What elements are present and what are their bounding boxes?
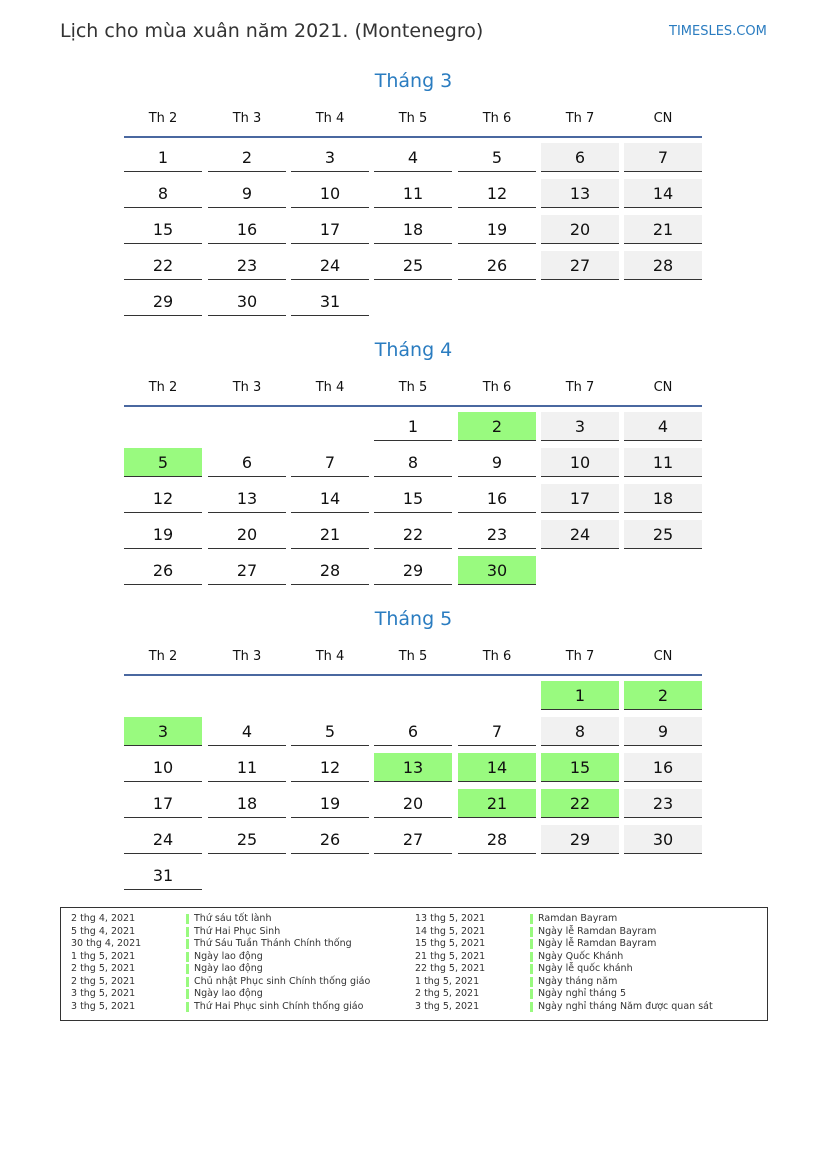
legend-holiday-name: Ngày lễ quốc khánh [538, 963, 633, 974]
day-cell[interactable]: 4 [208, 717, 286, 746]
legend-date: 2 thg 5, 2021 [71, 963, 136, 974]
weekday-header: Th 5 [398, 380, 428, 395]
day-cell[interactable]: 5 [124, 448, 202, 477]
legend-date: 3 thg 5, 2021 [71, 1000, 136, 1012]
day-cell[interactable]: 23 [208, 251, 286, 280]
legend-date: 2 thg 5, 2021 [71, 975, 136, 987]
day-cell[interactable]: 31 [124, 861, 202, 890]
weekday-header: Th 6 [482, 649, 512, 664]
weekday-header: Th 4 [315, 111, 345, 126]
day-cell[interactable]: 14 [624, 179, 702, 208]
weekday-header: CN [653, 380, 673, 395]
day-cell[interactable]: 1 [541, 681, 619, 710]
day-cell[interactable]: 26 [291, 825, 369, 854]
day-cell[interactable]: 24 [541, 520, 619, 549]
legend-marker [186, 964, 189, 974]
day-cell[interactable]: 6 [541, 143, 619, 172]
day-cell[interactable]: 17 [124, 789, 202, 818]
weekday-header: Th 3 [232, 649, 262, 664]
day-cell[interactable]: 1 [124, 143, 202, 172]
legend-marker [530, 977, 533, 987]
day-cell[interactable]: 13 [541, 179, 619, 208]
weekday-header: Th 2 [148, 111, 178, 126]
weekday-header: Th 2 [148, 380, 178, 395]
legend-date: 15 thg 5, 2021 [415, 938, 486, 949]
page-title: Lịch cho mùa xuân năm 2021. (Montenegro) [60, 20, 484, 42]
legend-holiday-name: Thứ Hai Phục sinh Chính thống giáo [194, 1000, 364, 1012]
day-cell[interactable]: 4 [374, 143, 452, 172]
header-rule [124, 674, 702, 676]
legend-marker [186, 952, 189, 962]
legend-date: 14 thg 5, 2021 [415, 925, 486, 937]
legend-holiday-name: Ngày tháng năm [538, 975, 618, 987]
day-cell[interactable]: 17 [541, 484, 619, 513]
legend-holiday-name: Thứ Hai Phục Sinh [194, 925, 281, 937]
legend-marker [186, 989, 189, 999]
day-cell[interactable]: 2 [624, 681, 702, 710]
day-cell[interactable]: 25 [624, 520, 702, 549]
legend-holiday-name: Chủ nhật Phục sinh Chính thống giáo [194, 975, 371, 987]
day-cell[interactable]: 14 [458, 753, 536, 782]
legend-holiday-name: Ngày nghỉ tháng Năm được quan sát [538, 1000, 713, 1012]
day-cell[interactable]: 3 [124, 717, 202, 746]
weekday-header: Th 5 [398, 649, 428, 664]
day-cell[interactable]: 9 [458, 448, 536, 477]
day-cell[interactable]: 19 [291, 789, 369, 818]
weekday-header: CN [653, 111, 673, 126]
weekday-header: Th 4 [315, 380, 345, 395]
day-cell[interactable]: 1 [374, 412, 452, 441]
day-cell[interactable]: 3 [291, 143, 369, 172]
day-cell[interactable]: 25 [374, 251, 452, 280]
day-cell[interactable]: 31 [291, 287, 369, 316]
day-cell[interactable]: 7 [624, 143, 702, 172]
day-cell[interactable]: 29 [374, 556, 452, 585]
day-cell[interactable]: 20 [374, 789, 452, 818]
day-cell[interactable]: 18 [624, 484, 702, 513]
day-cell[interactable]: 13 [208, 484, 286, 513]
day-cell[interactable]: 10 [124, 753, 202, 782]
day-cell[interactable]: 22 [541, 789, 619, 818]
day-cell[interactable]: 12 [458, 179, 536, 208]
legend-marker [530, 964, 533, 974]
legend-date: 1 thg 5, 2021 [71, 950, 136, 962]
weekday-header: Th 7 [565, 111, 595, 126]
legend-date: 3 thg 5, 2021 [415, 1000, 480, 1012]
day-cell[interactable]: 12 [291, 753, 369, 782]
day-cell[interactable]: 21 [291, 520, 369, 549]
day-cell[interactable]: 28 [624, 251, 702, 280]
day-cell[interactable]: 15 [541, 753, 619, 782]
legend-date: 1 thg 5, 2021 [415, 975, 480, 987]
legend-date: 22 thg 5, 2021 [415, 963, 486, 974]
header-rule [124, 136, 702, 138]
day-cell[interactable]: 16 [458, 484, 536, 513]
legend-date: 21 thg 5, 2021 [415, 950, 486, 962]
day-cell[interactable]: 11 [208, 753, 286, 782]
legend-date: 30 thg 4, 2021 [71, 938, 142, 949]
day-cell[interactable]: 16 [208, 215, 286, 244]
legend-holiday-name: Ngày lễ Ramdan Bayram [538, 938, 657, 949]
day-cell[interactable]: 19 [124, 520, 202, 549]
day-cell[interactable]: 24 [124, 825, 202, 854]
legend-date: 5 thg 4, 2021 [71, 925, 136, 937]
day-cell[interactable]: 7 [458, 717, 536, 746]
weekday-header: Th 7 [565, 380, 595, 395]
day-cell[interactable]: 27 [374, 825, 452, 854]
day-cell[interactable]: 10 [291, 179, 369, 208]
legend-marker [186, 914, 189, 924]
legend-marker [186, 977, 189, 987]
day-cell[interactable]: 11 [374, 179, 452, 208]
day-cell[interactable]: 26 [124, 556, 202, 585]
day-cell[interactable]: 16 [624, 753, 702, 782]
legend-marker [530, 952, 533, 962]
day-cell[interactable]: 29 [124, 287, 202, 316]
day-cell[interactable]: 8 [541, 717, 619, 746]
legend-holiday-name: Thứ sáu tốt lành [194, 913, 272, 924]
weekday-header: Th 4 [315, 649, 345, 664]
day-cell[interactable]: 22 [124, 251, 202, 280]
day-cell[interactable]: 2 [458, 412, 536, 441]
legend-holiday-name: Ngày lao động [194, 950, 263, 962]
day-cell[interactable]: 29 [541, 825, 619, 854]
weekday-header: Th 2 [148, 649, 178, 664]
day-cell[interactable]: 21 [624, 215, 702, 244]
day-cell[interactable]: 22 [374, 520, 452, 549]
holiday-legend [60, 907, 768, 1021]
day-cell[interactable]: 8 [124, 179, 202, 208]
day-cell[interactable]: 11 [624, 448, 702, 477]
legend-date: 2 thg 5, 2021 [415, 988, 480, 999]
weekday-header: CN [653, 649, 673, 664]
legend-holiday-name: Ramdan Bayram [538, 913, 618, 924]
day-cell[interactable]: 14 [291, 484, 369, 513]
day-cell[interactable]: 30 [624, 825, 702, 854]
day-cell[interactable]: 27 [208, 556, 286, 585]
legend-marker [530, 914, 533, 924]
day-cell[interactable]: 5 [291, 717, 369, 746]
day-cell[interactable]: 13 [374, 753, 452, 782]
legend-date: 13 thg 5, 2021 [415, 913, 486, 924]
day-cell[interactable]: 28 [291, 556, 369, 585]
day-cell[interactable]: 15 [374, 484, 452, 513]
legend-holiday-name: Ngày lễ Ramdan Bayram [538, 925, 657, 937]
site-brand-link[interactable]: TIMESLES.COM [669, 24, 767, 39]
legend-holiday-name: Thứ Sáu Tuần Thánh Chính thống [194, 938, 352, 949]
legend-marker [186, 939, 189, 949]
weekday-header: Th 5 [398, 111, 428, 126]
day-cell[interactable]: 9 [208, 179, 286, 208]
day-cell[interactable]: 6 [208, 448, 286, 477]
day-cell[interactable]: 20 [541, 215, 619, 244]
day-cell[interactable]: 2 [208, 143, 286, 172]
day-cell[interactable]: 25 [208, 825, 286, 854]
day-cell[interactable]: 23 [624, 789, 702, 818]
day-cell[interactable]: 26 [458, 251, 536, 280]
day-cell[interactable]: 6 [374, 717, 452, 746]
day-cell[interactable]: 8 [374, 448, 452, 477]
day-cell[interactable]: 24 [291, 251, 369, 280]
legend-marker [186, 1002, 189, 1012]
day-cell[interactable]: 20 [208, 520, 286, 549]
day-cell[interactable]: 3 [541, 412, 619, 441]
weekday-header: Th 3 [232, 111, 262, 126]
day-cell[interactable]: 18 [208, 789, 286, 818]
day-cell[interactable]: 23 [458, 520, 536, 549]
legend-holiday-name: Ngày Quốc Khánh [538, 950, 624, 962]
legend-marker [530, 1002, 533, 1012]
weekday-header: Th 7 [565, 649, 595, 664]
legend-holiday-name: Ngày nghỉ tháng 5 [538, 988, 627, 999]
month-title: Tháng 4 [374, 339, 453, 361]
day-cell[interactable]: 4 [624, 412, 702, 441]
month-title: Tháng 5 [374, 608, 453, 630]
day-cell[interactable]: 18 [374, 215, 452, 244]
legend-marker [530, 989, 533, 999]
day-cell[interactable]: 17 [291, 215, 369, 244]
legend-marker [186, 927, 189, 937]
day-cell[interactable]: 7 [291, 448, 369, 477]
day-cell[interactable]: 21 [458, 789, 536, 818]
legend-marker [530, 927, 533, 937]
legend-marker [530, 939, 533, 949]
legend-holiday-name: Ngày lao động [194, 963, 263, 974]
day-cell[interactable]: 30 [458, 556, 536, 585]
day-cell[interactable]: 27 [541, 251, 619, 280]
day-cell[interactable]: 28 [458, 825, 536, 854]
day-cell[interactable]: 10 [541, 448, 619, 477]
weekday-header: Th 3 [232, 380, 262, 395]
weekday-header: Th 6 [482, 380, 512, 395]
day-cell[interactable]: 5 [458, 143, 536, 172]
day-cell[interactable]: 12 [124, 484, 202, 513]
weekday-header: Th 6 [482, 111, 512, 126]
legend-date: 3 thg 5, 2021 [71, 988, 136, 999]
legend-date: 2 thg 4, 2021 [71, 913, 136, 924]
legend-holiday-name: Ngày lao động [194, 988, 263, 999]
header-rule [124, 405, 702, 407]
day-cell[interactable]: 30 [208, 287, 286, 316]
day-cell[interactable]: 9 [624, 717, 702, 746]
month-title: Tháng 3 [374, 70, 453, 92]
day-cell[interactable]: 15 [124, 215, 202, 244]
day-cell[interactable]: 19 [458, 215, 536, 244]
